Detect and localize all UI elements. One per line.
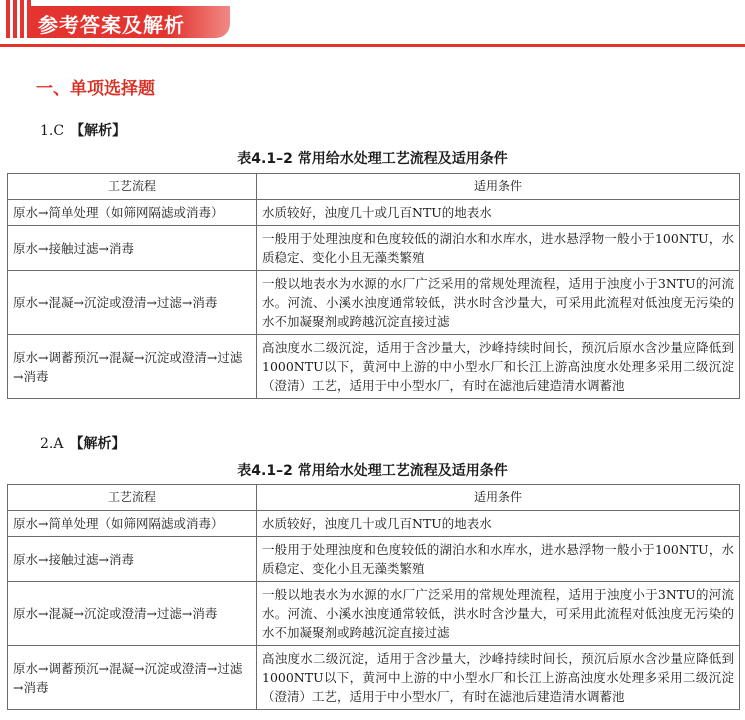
answer-1-heading <box>40 120 126 140</box>
process-table-2 <box>7 484 740 710</box>
column-header-process: 工艺流程 <box>8 485 257 511</box>
process-cell: 原水→调蓄预沉→混凝→沉淀或澄清→过滤→消毒 <box>8 335 257 399</box>
answer-number: 2.A <box>40 436 64 452</box>
condition-cell: 一般用于处理浊度和色度较低的湖泊水和水库水，进水悬浮物一般小于100NTU，水质稳定、变化小且无藻类繁殖 <box>257 226 740 271</box>
condition-cell: 高浊度水二级沉淀，适用于含沙量大，沙峰持续时间长，预沉后原水含沙量应降低到1000NTU以下，黄河中上游的中小型水厂和长江上游高浊度水处理多采用二级沉淀（澄清）工艺，适用于中小型水厂，有时在滤池后建造清水调蓄池 <box>257 335 740 399</box>
column-header-condition: 适用条件 <box>257 485 740 511</box>
column-header-condition: 适用条件 <box>257 174 740 200</box>
table-row <box>8 511 740 537</box>
header-stripes <box>6 0 32 38</box>
table-header-row <box>8 485 740 511</box>
stripe <box>20 0 24 38</box>
process-cell: 原水→接触过滤→消毒 <box>8 537 257 582</box>
table-row <box>8 537 740 582</box>
table-header-row <box>8 174 740 200</box>
condition-cell: 高浊度水二级沉淀，适用于含沙量大，沙峰持续时间长，预沉后原水含沙量应降低到1000NTU以下，黄河中上游的中小型水厂和长江上游高浊度水处理多采用二级沉淀（澄清）工艺，适用于中小型水厂，有时在滤池后建造清水调蓄池 <box>257 646 740 710</box>
process-cell: 原水→调蓄预沉→混凝→沉淀或澄清→过滤→消毒 <box>8 646 257 710</box>
condition-cell: 一般以地表水为水源的水厂广泛采用的常规处理流程，适用于浊度小于3NTU的河流水。河流、小溪水浊度通常较低，洪水时含沙量大，可采用此流程对低浊度无污染的水不加凝聚剂或跨越沉淀直接过滤 <box>257 582 740 646</box>
process-cell: 原水→混凝→沉淀或澄清→过滤→消毒 <box>8 582 257 646</box>
section-heading: 一、单项选择题 <box>36 79 155 99</box>
header-rule <box>0 44 745 47</box>
process-cell: 原水→简单处理（如筛网隔滤或消毒） <box>8 200 257 226</box>
process-cell: 原水→简单处理（如筛网隔滤或消毒） <box>8 511 257 537</box>
stripe <box>13 0 17 38</box>
answer-2-heading <box>40 433 125 453</box>
condition-cell: 水质较好，浊度几十或几百NTU的地表水 <box>257 200 740 226</box>
table-row <box>8 200 740 226</box>
condition-cell: 水质较好，浊度几十或几百NTU的地表水 <box>257 511 740 537</box>
table-caption: 表4.1–2 常用给水处理工艺流程及适用条件 <box>237 463 508 479</box>
table-row <box>8 582 740 646</box>
process-cell: 原水→混凝→沉淀或澄清→过滤→消毒 <box>8 271 257 335</box>
stripe <box>6 0 10 38</box>
process-table-1 <box>7 173 740 399</box>
page-title: 参考答案及解析 <box>38 13 185 37</box>
answer-number: 1.C <box>40 123 65 139</box>
table-row <box>8 271 740 335</box>
condition-cell: 一般以地表水为水源的水厂广泛采用的常规处理流程，适用于浊度小于3NTU的河流水。河流、小溪水浊度通常较低，洪水时含沙量大，可采用此流程对低浊度无污染的水不加凝聚剂或跨越沉淀直接过滤 <box>257 271 740 335</box>
analysis-label: 【解析】 <box>70 123 127 139</box>
table-row <box>8 226 740 271</box>
condition-cell: 一般用于处理浊度和色度较低的湖泊水和水库水，进水悬浮物一般小于100NTU，水质稳定、变化小且无藻类繁殖 <box>257 537 740 582</box>
column-header-process: 工艺流程 <box>8 174 257 200</box>
process-cell: 原水→接触过滤→消毒 <box>8 226 257 271</box>
table-caption: 表4.1–2 常用给水处理工艺流程及适用条件 <box>237 151 508 167</box>
analysis-label: 【解析】 <box>69 436 126 452</box>
table-row <box>8 335 740 399</box>
table-row <box>8 646 740 710</box>
